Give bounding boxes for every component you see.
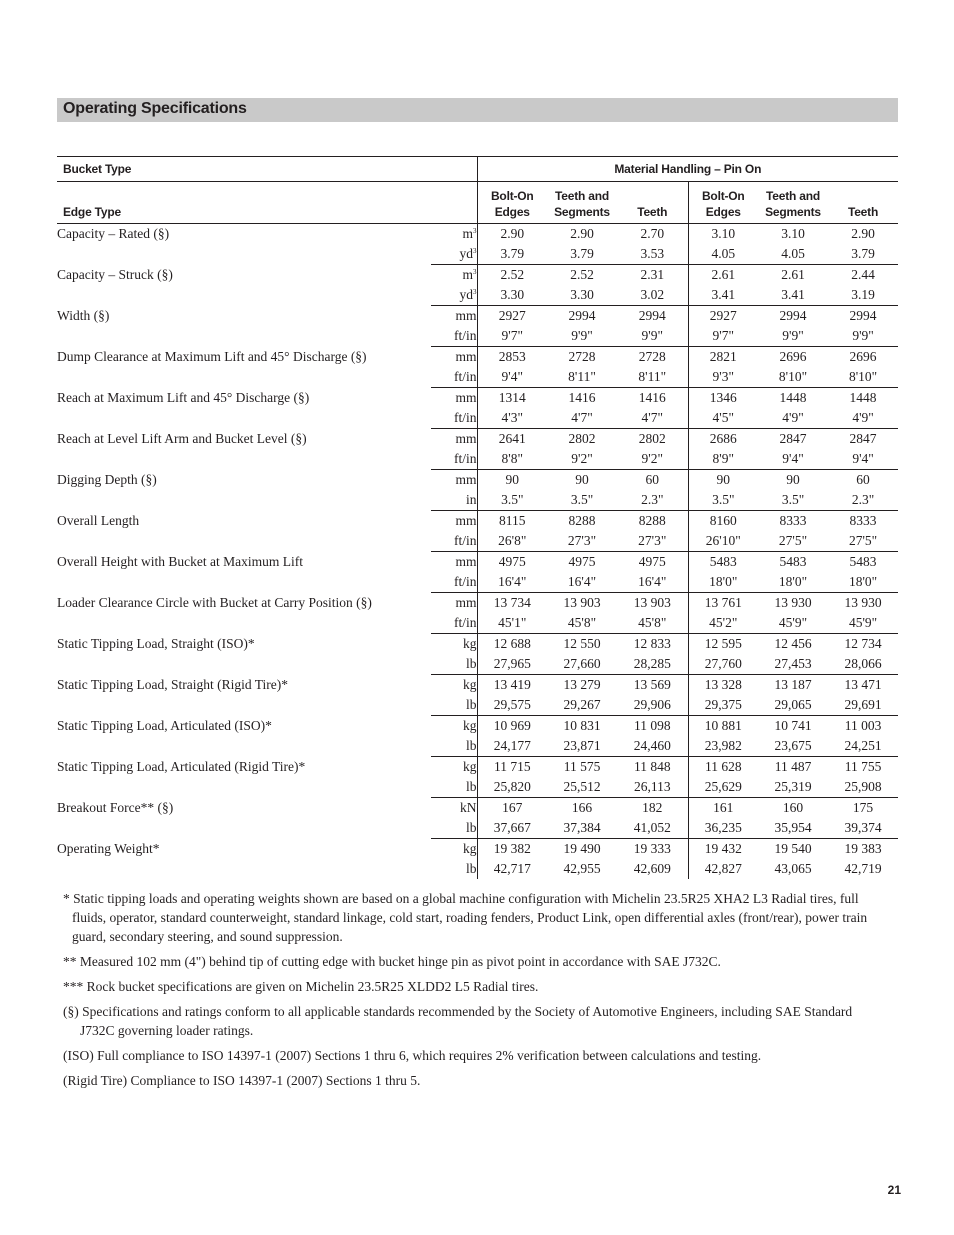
table-cell: 42,719 [844,861,882,876]
table-cell: 26'8" [477,531,547,552]
table-cell: 11 628 [688,757,758,778]
unit-label: mm [455,472,477,487]
spec-name: Capacity – Rated (§) [57,226,170,241]
table-cell: 8'10" [828,367,898,388]
table-cell: 19 432 [688,839,758,860]
spec-name: Static Tipping Load, Articulated (ISO)* [57,717,272,733]
table-cell: 8'11" [617,367,688,388]
footnotes [63,889,888,1096]
table-cell: 10 881 [688,716,758,737]
unit-label: kN [460,800,477,815]
table-cell: 13 328 [688,675,758,696]
spec-row [57,470,898,491]
table-cell: 23,871 [547,736,617,757]
table-cell: 4.05 [688,244,758,265]
table-cell: 1448 [849,390,877,405]
table-cell: 29,691 [828,695,898,716]
spec-row [57,265,898,286]
table-cell: 8333 [779,513,807,528]
table-cell: 24,460 [617,736,688,757]
table-cell: 4'9" [758,408,828,429]
spec-name: Capacity – Struck (§) [57,266,173,282]
unit-label: ft/in [431,613,477,634]
table-cell: 4975 [477,552,547,573]
spec-row [57,388,898,409]
table-cell: 160 [782,800,804,815]
unit-label: $yd^3$ [431,285,477,306]
edge-type-label: Edge Type [57,182,477,224]
column-header: Bolt-On Edges [688,182,758,224]
table-cell: 13 930 [844,595,882,610]
spec-row [57,757,898,778]
table-cell: 12 688 [477,634,547,655]
table-cell: 2.90 [851,226,875,241]
table-cell: 9'9" [828,326,898,347]
table-cell: 3.79 [547,244,617,265]
table-cell: 8'9" [688,449,758,470]
table-cell: 8'8" [477,449,547,470]
table-cell: 26'10" [688,531,758,552]
table-cell: 3.41 [688,285,758,306]
table-cell: 27,760 [688,654,758,675]
table-cell: 2728 [638,349,666,364]
table-cell: 9'3" [688,367,758,388]
unit-label: lb [466,861,477,876]
table-cell: 5483 [779,554,807,569]
table-cell: 2.52 [570,267,594,282]
table-cell: 16'4" [617,572,688,593]
table-cell: 23,675 [758,736,828,757]
table-cell: 18'0" [758,572,828,593]
table-cell: 11 098 [633,718,671,733]
unit-label: mm [455,349,477,364]
spec-name: Digging Depth (§) [57,471,157,487]
table-cell: 8160 [688,511,758,532]
table-cell: 2.61 [688,265,758,286]
table-cell: 9'4" [477,367,547,388]
spec-name: Reach at Maximum Lift and 45° Discharge (§) [57,389,310,405]
table-cell: 2927 [688,306,758,327]
page-number: 21 [887,1183,901,1197]
table-cell: 29,375 [688,695,758,716]
table-cell: 16'4" [547,572,617,593]
table-cell: 13 761 [688,593,758,614]
table-cell: 1346 [688,388,758,409]
unit-label: kg [463,677,477,692]
table-cell: 43,065 [774,861,812,876]
table-cell: 3.30 [477,285,547,306]
table-cell: 13 903 [563,595,601,610]
table-cell: 29,267 [547,695,617,716]
table-cell: 4975 [568,554,596,569]
table-cell: 11 575 [563,759,601,774]
table-cell: 2853 [477,347,547,368]
spec-row [57,798,898,819]
table-cell: 3.79 [477,244,547,265]
table-cell: 4'3" [477,408,547,429]
spec-row [57,552,898,573]
table-cell: 27,965 [477,654,547,675]
table-cell: 3.53 [617,244,688,265]
spec-name: Overall Length [57,512,140,528]
unit-label: ft/in [431,572,477,593]
section-title-bar [57,98,898,122]
table-cell: 24,251 [828,736,898,757]
unit-label: lb [431,736,477,757]
footnote: (§) Specifications and ratings conform to all applicable standards recommended by the Society of Automotive Engineers, including SAE Standard J732C governing loader ratings. [63,1004,853,1038]
table-cell: 1416 [638,390,666,405]
unit-label: mm [455,431,477,446]
table-cell: 8333 [849,513,877,528]
table-cell: 3.10 [781,226,805,241]
table-cell: 24,177 [477,736,547,757]
operating-specifications-table [57,156,898,879]
spec-name: Overall Height with Bucket at Maximum Lift [57,553,303,569]
table-cell: 8'11" [547,367,617,388]
table-cell: 19 333 [633,841,671,856]
table-cell: 2.61 [781,267,805,282]
table-cell: 12 550 [563,636,601,651]
spec-row [57,306,898,327]
table-cell: 3.10 [688,224,758,245]
table-cell: 4'5" [688,408,758,429]
table-cell: 13 471 [844,677,882,692]
table-cell: 27'5" [828,531,898,552]
table-cell: 2686 [688,429,758,450]
table-cell: 2821 [688,347,758,368]
table-cell: 36,235 [688,818,758,839]
table-cell: 25,908 [828,777,898,798]
table-cell: 45'8" [617,613,688,634]
table-cell: 12 734 [844,636,882,651]
table-cell: 19 383 [844,841,882,856]
spec-name: Dump Clearance at Maximum Lift and 45° Discharge (§) [57,348,367,364]
column-header: Teeth and Segments [547,182,617,224]
table-cell: 2.52 [477,265,547,286]
table-cell: 16'4" [477,572,547,593]
spec-name: Static Tipping Load, Straight (ISO)* [57,635,255,651]
table-cell: 2847 [849,431,877,446]
table-cell: 13 569 [633,677,671,692]
spec-row [57,511,898,532]
table-cell: 41,052 [617,818,688,839]
table-cell: 11 003 [844,718,882,733]
table-cell: 2847 [779,431,807,446]
table-cell: 45'9" [828,613,898,634]
table-cell: 23,982 [688,736,758,757]
table-cell: 2802 [638,431,666,446]
table-cell: 4'9" [828,408,898,429]
table-cell: 2994 [779,308,807,323]
unit-label: ft/in [431,449,477,470]
unit-label: mm [455,513,477,528]
table-cell: 9'4" [758,449,828,470]
table-cell: 9'9" [617,326,688,347]
table-cell: 13 187 [774,677,812,692]
table-cell: 9'7" [688,326,758,347]
table-cell: 19 382 [477,839,547,860]
table-cell: 27,453 [758,654,828,675]
table-cell: 19 540 [774,841,812,856]
footnote: ** Measured 102 mm (4") behind tip of cutting edge with bucket hinge pin as pivot point in accordance with SAE J732C. [63,954,721,969]
table-cell: 29,065 [758,695,828,716]
table-cell: 19 490 [563,841,601,856]
bucket-type-label: Bucket Type [57,157,477,182]
table-cell: 27'3" [617,531,688,552]
column-header: Teeth [617,182,688,224]
table-cell: 11 487 [774,759,812,774]
table-cell: 5483 [849,554,877,569]
table-cell: 42,609 [633,861,671,876]
unit-label: $m^3$ [462,226,477,241]
table-cell: 11 755 [844,759,882,774]
unit-label: lb [431,695,477,716]
table-cell: 3.41 [758,285,828,306]
table-cell: 3.02 [617,285,688,306]
table-cell: 2.90 [477,224,547,245]
table-cell: 12 833 [633,636,671,651]
bucket-type-row [57,157,898,182]
table-cell: 13 419 [477,675,547,696]
table-cell: 2.3" [617,490,688,511]
table-cell: 9'9" [547,326,617,347]
table-cell: 29,575 [477,695,547,716]
table-cell: 18'0" [828,572,898,593]
unit-label: ft/in [431,408,477,429]
table-cell: 60 [645,472,660,487]
unit-label: kg [463,841,477,856]
table-cell: 2802 [568,431,596,446]
table-cell: 9'4" [828,449,898,470]
footnote: *** Rock bucket specifications are given on Michelin 23.5R25 XLDD2 L5 Radial tires. [63,979,539,994]
table-cell: 35,954 [758,818,828,839]
unit-label: mm [455,390,477,405]
table-cell: 2994 [638,308,666,323]
table-cell: 9'7" [477,326,547,347]
table-cell: 2728 [568,349,596,364]
footnote: (Rigid Tire) Compliance to ISO 14397-1 (2007) Sections 1 thru 5. [63,1073,421,1088]
table-cell: 8115 [477,511,547,532]
table-cell: 2641 [477,429,547,450]
table-cell: 60 [856,472,870,487]
table-cell: 9'2" [617,449,688,470]
spec-name: Operating Weight* [57,840,160,856]
table-cell: 10 831 [563,718,601,733]
bucket-type-value: Material Handling – Pin On [477,157,898,182]
spec-name: Width (§) [57,307,110,323]
table-cell: 11 848 [633,759,671,774]
spec-name: Reach at Level Lift Arm and Bucket Level (§) [57,430,307,446]
spec-row [57,593,898,614]
table-cell: 11 715 [477,757,547,778]
table-cell: 25,629 [688,777,758,798]
spec-name: Loader Clearance Circle with Bucket at Carry Position (§) [57,594,372,610]
table-cell: 27,660 [547,654,617,675]
table-cell: 9'2" [547,449,617,470]
table-cell: 9'9" [758,326,828,347]
table-cell: 4975 [638,554,666,569]
table-cell: 27'5" [758,531,828,552]
spec-name: Static Tipping Load, Articulated (Rigid Tire)* [57,758,306,774]
table-cell: 13 903 [633,595,671,610]
spec-row [57,347,898,368]
table-cell: 1416 [568,390,596,405]
table-cell: 45'1" [477,613,547,634]
table-cell: 10 969 [477,716,547,737]
table-cell: 8288 [638,513,666,528]
table-cell: 1448 [779,390,807,405]
table-cell: 166 [571,800,593,815]
unit-label: ft/in [431,531,477,552]
footnote: * Static tipping loads and operating weights shown are based on a global machine configuration with Michelin 23.5R25 XHA2 L3 Radial tires, full fluids, operator, standard counterweight, standard linkage, cold start, roading fenders, Product Link, open differential axles (front/rear), power train guard, secondary steering, and sound suppression. [63,891,868,944]
table-cell: 42,827 [688,859,758,879]
table-cell: 27'3" [547,531,617,552]
spec-row [57,675,898,696]
table-cell: 3.19 [828,285,898,306]
table-cell: 4'7" [547,408,617,429]
table-cell: 18'0" [688,572,758,593]
table-cell: 175 [852,800,874,815]
unit-label: $m^3$ [462,267,477,282]
table-cell: 3.5" [547,490,617,511]
table-cell: 8288 [568,513,596,528]
section-title: Operating Specifications [63,100,247,117]
table-cell: 90 [688,470,758,491]
spec-row [57,429,898,450]
table-cell: 28,285 [617,654,688,675]
table-cell: 29,906 [617,695,688,716]
footnote: (ISO) Full compliance to ISO 14397-1 (2007) Sections 1 thru 6, which requires 2% verification between calculations and testing. [63,1048,762,1063]
table-cell: 25,820 [477,777,547,798]
table-cell: 8'10" [758,367,828,388]
table-cell: 3.30 [547,285,617,306]
table-cell: 13 734 [477,593,547,614]
unit-label: lb [431,818,477,839]
table-cell: 13 279 [563,677,601,692]
table-cell: 13 930 [774,595,812,610]
table-cell: 2.3" [828,490,898,511]
table-cell: 4.05 [758,244,828,265]
spec-name: Breakout Force** (§) [57,799,174,815]
table-cell: 1314 [477,388,547,409]
table-cell: 10 741 [774,718,812,733]
column-header: Teeth [828,182,898,224]
table-cell: 3.79 [828,244,898,265]
table-cell: 90 [786,472,800,487]
spec-row [57,716,898,737]
unit-label: ft/in [431,326,477,347]
column-header: Bolt-On Edges [477,182,547,224]
unit-label: $yd^3$ [431,244,477,265]
spec-row [57,839,898,860]
table-cell: 3.5" [477,490,547,511]
unit-label: ft/in [431,367,477,388]
unit-label: mm [455,308,477,323]
table-cell: 25,319 [758,777,828,798]
table-cell: 2.44 [851,267,875,282]
spec-row [57,224,898,245]
table-cell: 2.31 [640,267,665,282]
table-cell: 25,512 [547,777,617,798]
unit-label: mm [455,554,477,569]
unit-label: in [431,490,477,511]
table-cell: 12 456 [774,636,812,651]
table-cell: 26,113 [617,777,688,798]
table-cell: 45'9" [758,613,828,634]
unit-label: kg [463,718,477,733]
table-cell: 182 [642,800,663,815]
unit-label: lb [431,777,477,798]
unit-label: kg [463,759,477,774]
table-cell: 167 [477,798,547,819]
unit-label: mm [455,595,477,610]
table-cell: 37,667 [477,818,547,839]
table-cell: 2927 [477,306,547,327]
table-cell: 2994 [849,308,877,323]
table-cell: 4'7" [617,408,688,429]
table-cell: 3.5" [758,490,828,511]
table-cell: 45'2" [688,613,758,634]
table-cell: 2994 [568,308,596,323]
table-cell: 2696 [849,349,877,364]
table-cell: 90 [575,472,589,487]
table-cell: 5483 [688,552,758,573]
spec-table-body [57,224,898,880]
unit-label: lb [431,654,477,675]
table-cell: 161 [688,798,758,819]
table-cell: 12 595 [688,634,758,655]
table-cell: 2.70 [640,226,665,241]
table-cell: 3.5" [688,490,758,511]
table-cell: 45'8" [547,613,617,634]
table-cell: 42,955 [563,861,601,876]
spec-name: Static Tipping Load, Straight (Rigid Tire)* [57,676,289,692]
table-cell: 2.90 [570,226,594,241]
column-header: Teeth and Segments [758,182,828,224]
table-cell: 37,384 [547,818,617,839]
edge-type-row [57,182,898,224]
table-cell: 2696 [779,349,807,364]
table-cell: 42,717 [477,859,547,879]
table-cell: 28,066 [828,654,898,675]
unit-label: kg [463,636,477,651]
table-cell: 39,374 [828,818,898,839]
spec-row [57,634,898,655]
table-cell: 90 [477,470,547,491]
